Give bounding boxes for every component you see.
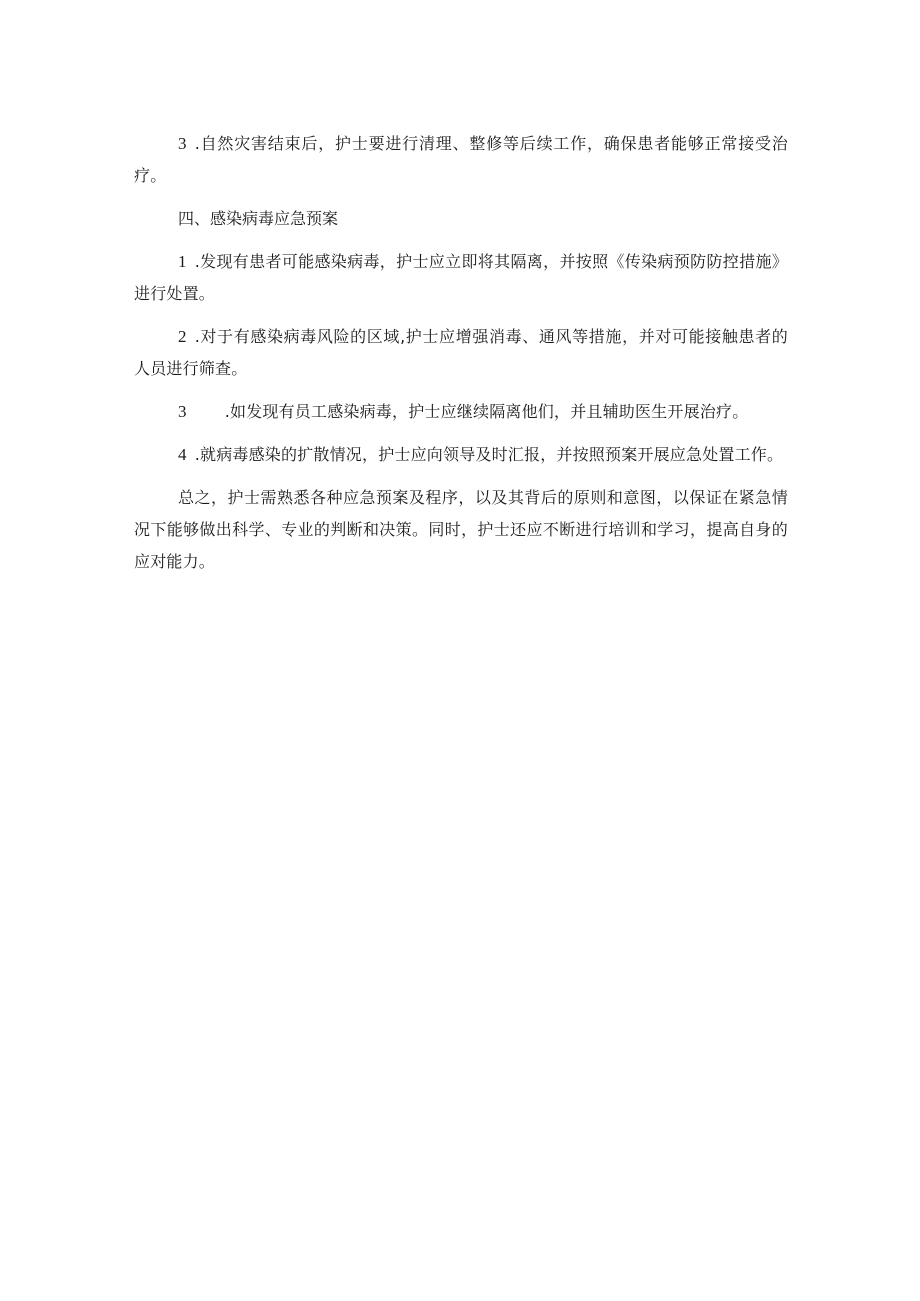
paragraph-text: .自然灾害结束后，护士要进行清理、整修等后续工作，确保患者能够正常接受治疗。 xyxy=(134,134,788,185)
paragraph-text: .如发现有员工感染病毒，护士应继续隔离他们，并且辅助医生开展治疗。 xyxy=(224,402,749,421)
paragraph-text: .就病毒感染的扩散情况，护士应向领导及时汇报，并按照预案开展应急处置工作。 xyxy=(194,445,784,464)
paragraph-virus-item-1 xyxy=(134,246,788,310)
paragraph-text: 总之，护士需熟悉各种应急预案及程序，以及其背后的原则和意图，以保证在紧急情况下能够做出科学、专业的判断和决策。同时，护士还应不断进行培训和学习，提高自身的应对能力。 xyxy=(134,488,788,571)
paragraph-virus-item-4 xyxy=(134,439,788,471)
paragraph-disaster-item-3 xyxy=(134,128,788,192)
item-number: 3 xyxy=(178,134,187,153)
item-number: 1 xyxy=(178,252,187,271)
paragraph-text: .发现有患者可能感染病毒，护士应立即将其隔离，并按照《传染病预防防控措施》进行处置。 xyxy=(134,252,788,303)
item-number: 3 xyxy=(178,402,187,421)
section-heading-virus-infection: 四、感染病毒应急预案 xyxy=(178,209,339,228)
paragraph-summary xyxy=(134,482,788,578)
paragraph-text: .对于有感染病毒风险的区域,护士应增强消毒、通风等措施，并对可能接触患者的人员进行筛查。 xyxy=(134,327,788,378)
paragraph-virus-item-2 xyxy=(134,321,788,385)
item-number: 2 xyxy=(178,327,187,346)
paragraph-virus-item-3 xyxy=(134,396,788,428)
document-body xyxy=(134,128,788,589)
item-number: 4 xyxy=(178,445,187,464)
